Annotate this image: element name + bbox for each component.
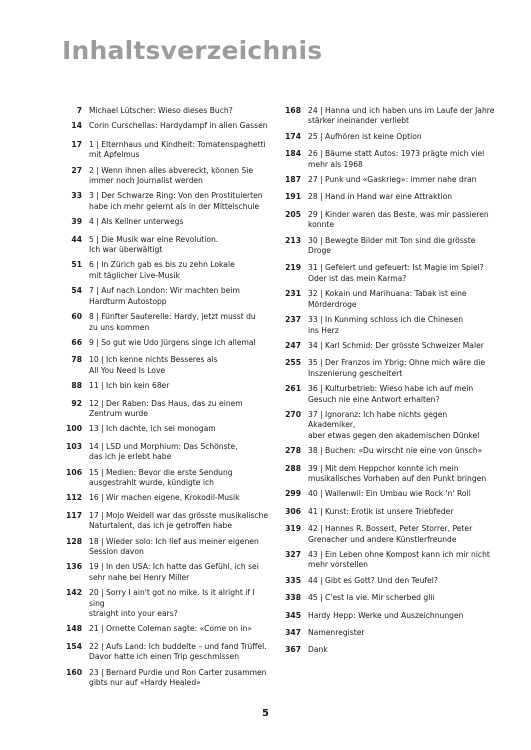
toc-entry-page: 347 <box>285 628 301 638</box>
toc-entry-page: 345 <box>285 610 301 620</box>
toc-entry-line: Namenregister <box>308 628 365 638</box>
toc-entry <box>281 611 496 621</box>
toc-entry-line: 21 | Ornette Coleman sagte: «Come on in» <box>89 624 252 634</box>
toc-entry <box>281 507 496 517</box>
toc-entry-line: aber etwas gegen den akademischen Dünkel <box>308 430 480 440</box>
toc-entry-title <box>308 384 496 405</box>
toc-entry-page: 103 <box>66 441 82 451</box>
toc-entry-page: 278 <box>285 446 301 456</box>
toc-entry-title <box>89 399 272 420</box>
toc-entry-line: 19 | In den USA: Ich hatte das Gefühl, ich sei <box>89 562 259 572</box>
toc-entry-title <box>308 628 496 638</box>
toc-entry-line: 7 | Auf nach London: Wir machten beim <box>89 286 240 296</box>
toc-entry <box>62 286 272 307</box>
toc-entry <box>62 166 272 187</box>
toc-entry <box>281 593 496 603</box>
toc-entry-page: 17 <box>71 139 82 149</box>
toc-entry-page: 367 <box>285 645 301 655</box>
toc-entry-title <box>308 341 496 351</box>
toc-entry-title <box>308 149 496 170</box>
toc-entry-page: 100 <box>66 424 82 434</box>
toc-entry-title <box>89 338 272 348</box>
toc-entry-page: 160 <box>66 667 82 677</box>
toc-entry-line: 11 | Ich bin kein 68er <box>89 381 170 391</box>
toc-entry-line: sehr nahe bei Henry Miller <box>89 572 190 582</box>
toc-entry-title <box>89 355 272 376</box>
toc-entry-line: Mörderdroge <box>308 299 357 309</box>
toc-entry-title <box>308 489 496 499</box>
toc-entry-page: 128 <box>66 536 82 546</box>
toc-entry-line: 8 | Fünfter Sauterelle: Hardy, jetzt musst du <box>89 312 256 322</box>
toc-entry <box>62 624 272 634</box>
toc-entry-page: 306 <box>285 506 301 516</box>
toc-entry-page: 148 <box>66 624 82 634</box>
toc-entry <box>62 668 272 689</box>
toc-entry-page: 27 <box>71 165 82 175</box>
toc-entry-line: 28 | Hand in Hand war eine Attraktion <box>308 192 453 202</box>
toc-entry <box>281 524 496 545</box>
toc-entry-line: 1 | Elternhaus und Kindheit: Tomatenspaghetti <box>89 139 266 149</box>
toc-entry <box>281 628 496 638</box>
toc-entry-line: 23 | Bernard Purdie und Ron Carter zusammen <box>89 667 267 677</box>
toc-entry-title <box>89 424 272 434</box>
toc-entry-line: zu uns kommen <box>89 322 150 332</box>
toc-entry-page: 191 <box>285 192 301 202</box>
toc-entry-title <box>89 624 272 634</box>
toc-entry <box>62 217 272 227</box>
toc-entry <box>281 175 496 185</box>
toc-entry-title <box>89 381 272 391</box>
toc-column-left <box>62 106 272 688</box>
toc-entry-line: habe ich mehr gelernt als in der Mittelschule <box>89 201 260 211</box>
toc-entry <box>281 645 496 655</box>
toc-entry <box>281 289 496 310</box>
toc-entry-line: All You Need Is Love <box>89 365 166 375</box>
toc-entry-page: 60 <box>71 312 82 322</box>
toc-entry-title <box>89 562 272 583</box>
toc-entry <box>62 140 272 161</box>
page-number: 5 <box>262 708 269 719</box>
toc-entry-page: 184 <box>285 149 301 159</box>
toc-entry <box>281 576 496 586</box>
toc-entry <box>62 537 272 558</box>
toc-entry-line: Michael Lütscher: Wieso dieses Buch? <box>89 106 233 115</box>
toc-entry-title <box>308 507 496 517</box>
toc-entry-line: 12 | Der Raben: Das Haus, das zu einem <box>89 398 243 408</box>
toc-entry-page: 14 <box>71 121 82 131</box>
toc-entry-page: 319 <box>285 524 301 534</box>
toc-entry-line: 10 | Ich kenne nichts Besseres als <box>89 355 218 365</box>
toc-entry-title <box>89 191 272 212</box>
toc-entry-line: Corin Curschellas: Hardydampf in allen Gassen <box>89 121 268 131</box>
toc-entry-page: 136 <box>66 562 82 572</box>
toc-entry <box>62 562 272 583</box>
toc-entry-line: Hardturm Autostopp <box>89 296 167 306</box>
toc-entry-title <box>308 236 496 257</box>
toc-entry <box>62 260 272 281</box>
toc-entry-line: 30 | Bewegte Bilder mit Ton sind die grösste Droge <box>308 235 476 256</box>
toc-entry <box>281 341 496 351</box>
toc-entry-line: 27 | Punk und «Gaskrieg»: immer nahe dran <box>308 175 477 185</box>
toc-entry-line: 38 | Buchen: «Du wirscht nie eine von ünsch» <box>308 446 483 456</box>
toc-column-right <box>281 106 496 656</box>
toc-entry-page: 112 <box>66 493 82 503</box>
toc-entry <box>62 121 272 131</box>
toc-entry-title <box>89 642 272 663</box>
toc-entry-title <box>89 217 272 227</box>
toc-entry-page: 142 <box>66 588 82 598</box>
toc-entry-title <box>308 132 496 142</box>
toc-entry-line: Oder ist das mein Karma? <box>308 273 407 283</box>
toc-entry <box>62 424 272 434</box>
toc-entry-line: mit Apfelmus <box>89 150 140 160</box>
toc-entry-line: 32 | Kokain und Marihuana: Tabak ist eine <box>308 289 467 299</box>
toc-entry-line: 25 | Aufhören ist keine Option <box>308 131 422 141</box>
toc-entry-title <box>89 312 272 333</box>
toc-entry <box>62 468 272 489</box>
toc-entry <box>281 489 496 499</box>
toc-entry-title <box>89 106 272 116</box>
toc-entry <box>62 642 272 663</box>
toc-entry-title <box>308 210 496 231</box>
toc-entry-line: stärker ineinander verliebt <box>308 116 410 126</box>
toc-entry-page: 7 <box>76 106 82 115</box>
toc-entry-line: Naturtalent, das ich je getroffen habe <box>89 521 232 531</box>
toc-entry <box>62 355 272 376</box>
toc-entry-line: 17 | Mojo Weidell war das grösste musikalische <box>89 510 269 520</box>
toc-entry-page: 117 <box>66 510 82 520</box>
toc-entry <box>281 550 496 571</box>
toc-entry-line: 45 | C'est la vie. Mir scherbed glii <box>308 593 435 603</box>
toc-entry-page: 66 <box>71 337 82 347</box>
toc-entry-title <box>89 668 272 689</box>
toc-entry-title <box>308 464 496 485</box>
toc-entry-line: 35 | Der Franzos im Ybrig: Ohne mich wäre die <box>308 358 486 368</box>
toc-entry-line: Session davon <box>89 547 144 556</box>
toc-entry-line: 44 | Gibt es Gott? Und den Teufel? <box>308 575 438 585</box>
toc-entry-line: 41 | Kunst: Erotik ist unsere Triebfeder <box>308 506 454 516</box>
toc-entry-title <box>308 315 496 336</box>
toc-entry <box>281 410 496 441</box>
toc-entry-line: 40 | Wallenwil: Ein Umbau wie Rock 'n' Roll <box>308 489 471 499</box>
toc-entry-page: 247 <box>285 340 301 350</box>
toc-entry-page: 288 <box>285 463 301 473</box>
toc-entry-page: 299 <box>285 489 301 499</box>
toc-entry-title <box>89 468 272 489</box>
toc-entry-line: Hardy Hepp: Werke und Auszeichnungen <box>308 610 464 620</box>
toc-entry-line: 6 | In Zürich gab es bis zu zehn Lokale <box>89 260 235 270</box>
toc-entry-line: Grenacher und andere Künstlerfreunde <box>308 534 457 544</box>
toc-entry-title <box>89 235 272 256</box>
toc-entry-title <box>308 175 496 185</box>
toc-entry-line: 15 | Medien: Bevor die erste Sendung <box>89 467 233 477</box>
toc-entry-page: 219 <box>285 263 301 273</box>
toc-entry <box>281 315 496 336</box>
toc-entry-line: 5 | Die Musik war eine Revolution. <box>89 234 219 244</box>
toc-entry-page: 44 <box>71 234 82 244</box>
toc-entry-line: 9 | So gut wie Udo Jürgens singe ich allemal <box>89 337 256 347</box>
toc-entry-title <box>308 106 496 127</box>
toc-entry <box>62 399 272 420</box>
toc-entry <box>281 106 496 127</box>
toc-entry-line: Davor hatte ich einen Trip geschmissen <box>89 652 240 662</box>
toc-entry <box>62 493 272 503</box>
toc-entry-line: mehr als 1968 <box>308 159 363 169</box>
toc-entry-line: 29 | Kinder waren das Beste, was mir passieren <box>308 209 489 219</box>
toc-entry <box>281 358 496 379</box>
toc-entry <box>62 511 272 532</box>
toc-entry <box>62 381 272 391</box>
toc-entry-page: 338 <box>285 593 301 603</box>
toc-entry-line: 3 | Der Schwarze Ring: Von den Prostituierten <box>89 191 263 201</box>
toc-entry-title <box>308 593 496 603</box>
toc-entry-page: 231 <box>285 289 301 299</box>
toc-entry-line: ins Herz <box>308 325 339 335</box>
toc-entry-page: 213 <box>285 235 301 245</box>
toc-entry <box>281 132 496 142</box>
toc-entry-title <box>308 446 496 456</box>
toc-entry-line: gibts nur auf «Hardy Healed» <box>89 678 201 688</box>
toc-entry-line: 31 | Gefeiert und gefeuert: Ist Magie im Spiel? <box>308 263 484 273</box>
toc-entry <box>281 236 496 257</box>
toc-entry-page: 261 <box>285 384 301 394</box>
toc-entry-page: 327 <box>285 550 301 559</box>
page-title: Inhaltsverzeichnis <box>62 36 323 65</box>
toc-entry-page: 270 <box>285 409 301 419</box>
toc-entry-page: 205 <box>285 209 301 219</box>
toc-entry-line: konnte <box>308 220 335 230</box>
toc-entry-title <box>308 524 496 545</box>
toc-entry-title <box>89 588 272 619</box>
toc-entry-title <box>89 121 272 131</box>
toc-entry <box>62 312 272 333</box>
toc-entry-title <box>308 289 496 310</box>
toc-entry-title <box>308 645 496 655</box>
toc-entry-page: 88 <box>71 381 82 391</box>
toc-entry <box>281 192 496 202</box>
toc-entry-line: 24 | Hanna und ich haben uns im Laufe der Jahre <box>308 106 495 115</box>
toc-entry-page: 106 <box>66 467 82 477</box>
toc-entry-line: 36 | Kulturbetrieb: Wieso habe ich auf mein <box>308 384 474 394</box>
toc-entry-line: straight into your ears? <box>89 609 178 619</box>
toc-entry-title <box>308 550 496 571</box>
toc-entry-line: 26 | Bäume statt Autos: 1973 prägte mich viel <box>308 149 485 159</box>
toc-entry <box>62 191 272 212</box>
toc-entry-page: 51 <box>71 260 82 270</box>
toc-entry-title <box>89 166 272 187</box>
toc-entry-page: 54 <box>71 286 82 296</box>
toc-entry-title <box>308 611 496 621</box>
toc-entry-title <box>308 192 496 202</box>
toc-entry <box>281 149 496 170</box>
toc-entry-line: 42 | Hannes R. Bossert, Peter Storrer, Peter <box>308 524 473 534</box>
toc-entry-line: ausgestrahlt wurde, kündigte ich <box>89 477 214 487</box>
toc-entry-page: 187 <box>285 175 301 185</box>
toc-entry-title <box>308 576 496 586</box>
toc-entry-title <box>89 511 272 532</box>
toc-entry-title <box>89 537 272 558</box>
toc-entry-title <box>308 263 496 284</box>
toc-entry-title <box>89 493 272 503</box>
toc-entry-line: das ich je erlebt habe <box>89 452 172 462</box>
toc-entry <box>62 338 272 348</box>
toc-entry-line: 20 | Sorry I ain't got no mike. Is it alright if I sing <box>89 588 255 608</box>
toc-entry-line: mit täglicher Live-Musik <box>89 270 180 280</box>
toc-entry-page: 33 <box>71 191 82 201</box>
toc-entry <box>281 446 496 456</box>
toc-entry-page: 255 <box>285 358 301 368</box>
toc-entry-line: Zentrum wurde <box>89 408 148 418</box>
toc-entry-title <box>89 260 272 281</box>
toc-entry-page: 237 <box>285 315 301 325</box>
toc-entry-line: 34 | Karl Schmid: Der grösste Schweizer Maler <box>308 340 484 350</box>
toc-entry-line: 33 | In Kunming schloss ich die Chinesen <box>308 315 464 325</box>
toc-entry-line: immer noch Journalist werden <box>89 176 203 186</box>
toc-entry-title <box>89 140 272 161</box>
toc-entry-line: 18 | Wieder solo: Ich lief aus meiner eigenen <box>89 536 259 546</box>
toc-entry-line: 4 | Als Kellner unterwegs <box>89 217 184 227</box>
toc-entry-line: 14 | LSD und Morphium: Das Schönste, <box>89 441 238 451</box>
toc-entry-line: 16 | Wir machen eigene, Krokodil-Musik <box>89 493 240 503</box>
toc-entry <box>281 464 496 485</box>
toc-entry <box>62 106 272 116</box>
toc-entry-page: 154 <box>66 641 82 651</box>
toc-entry-line: musikalisches Vorhaben auf den Punkt bringen <box>308 473 487 483</box>
toc-entry-title <box>308 358 496 379</box>
toc-entry-title <box>89 442 272 463</box>
toc-entry-line: Ich war überwältigt <box>89 245 163 255</box>
toc-entry-line: Inszenierung gescheitert <box>308 368 403 378</box>
toc-entry-line: 22 | Aufs Land: Ich buddelte – und fand Trüffel. <box>89 641 267 651</box>
toc-entry-page: 78 <box>71 355 82 365</box>
toc-entry <box>62 588 272 619</box>
toc-entry <box>281 384 496 405</box>
toc-entry-page: 174 <box>285 131 301 141</box>
toc-entry <box>62 442 272 463</box>
toc-entry-page: 39 <box>71 217 82 227</box>
toc-entry-line: 39 | Mit dem Heppchor konnte ich mein <box>308 463 459 473</box>
toc-entry-line: Gesuch nie eine Antwort erhalten? <box>308 394 440 404</box>
toc-entry <box>281 210 496 231</box>
toc-entry-line: 37 | Ignoranz: Ich habe nichts gegen Akademiker, <box>308 409 448 430</box>
toc-entry <box>281 263 496 284</box>
toc-entry <box>62 235 272 256</box>
toc-entry-page: 168 <box>285 106 301 115</box>
toc-entry-line: mehr vorstellen <box>308 560 368 570</box>
toc-entry-line: 2 | Wenn ihnen alles abvereckt, können Sie <box>89 165 254 175</box>
toc-entry-title <box>308 410 496 441</box>
toc-entry-line: 43 | Ein Leben ohne Kompost kann ich mir nicht <box>308 550 490 559</box>
toc-entry-line: Dank <box>308 645 328 655</box>
toc-entry-line: 13 | Ich dachte, ich sei monogam <box>89 424 216 434</box>
toc-entry-page: 92 <box>71 398 82 408</box>
toc-entry-page: 335 <box>285 575 301 585</box>
toc-entry-title <box>89 286 272 307</box>
